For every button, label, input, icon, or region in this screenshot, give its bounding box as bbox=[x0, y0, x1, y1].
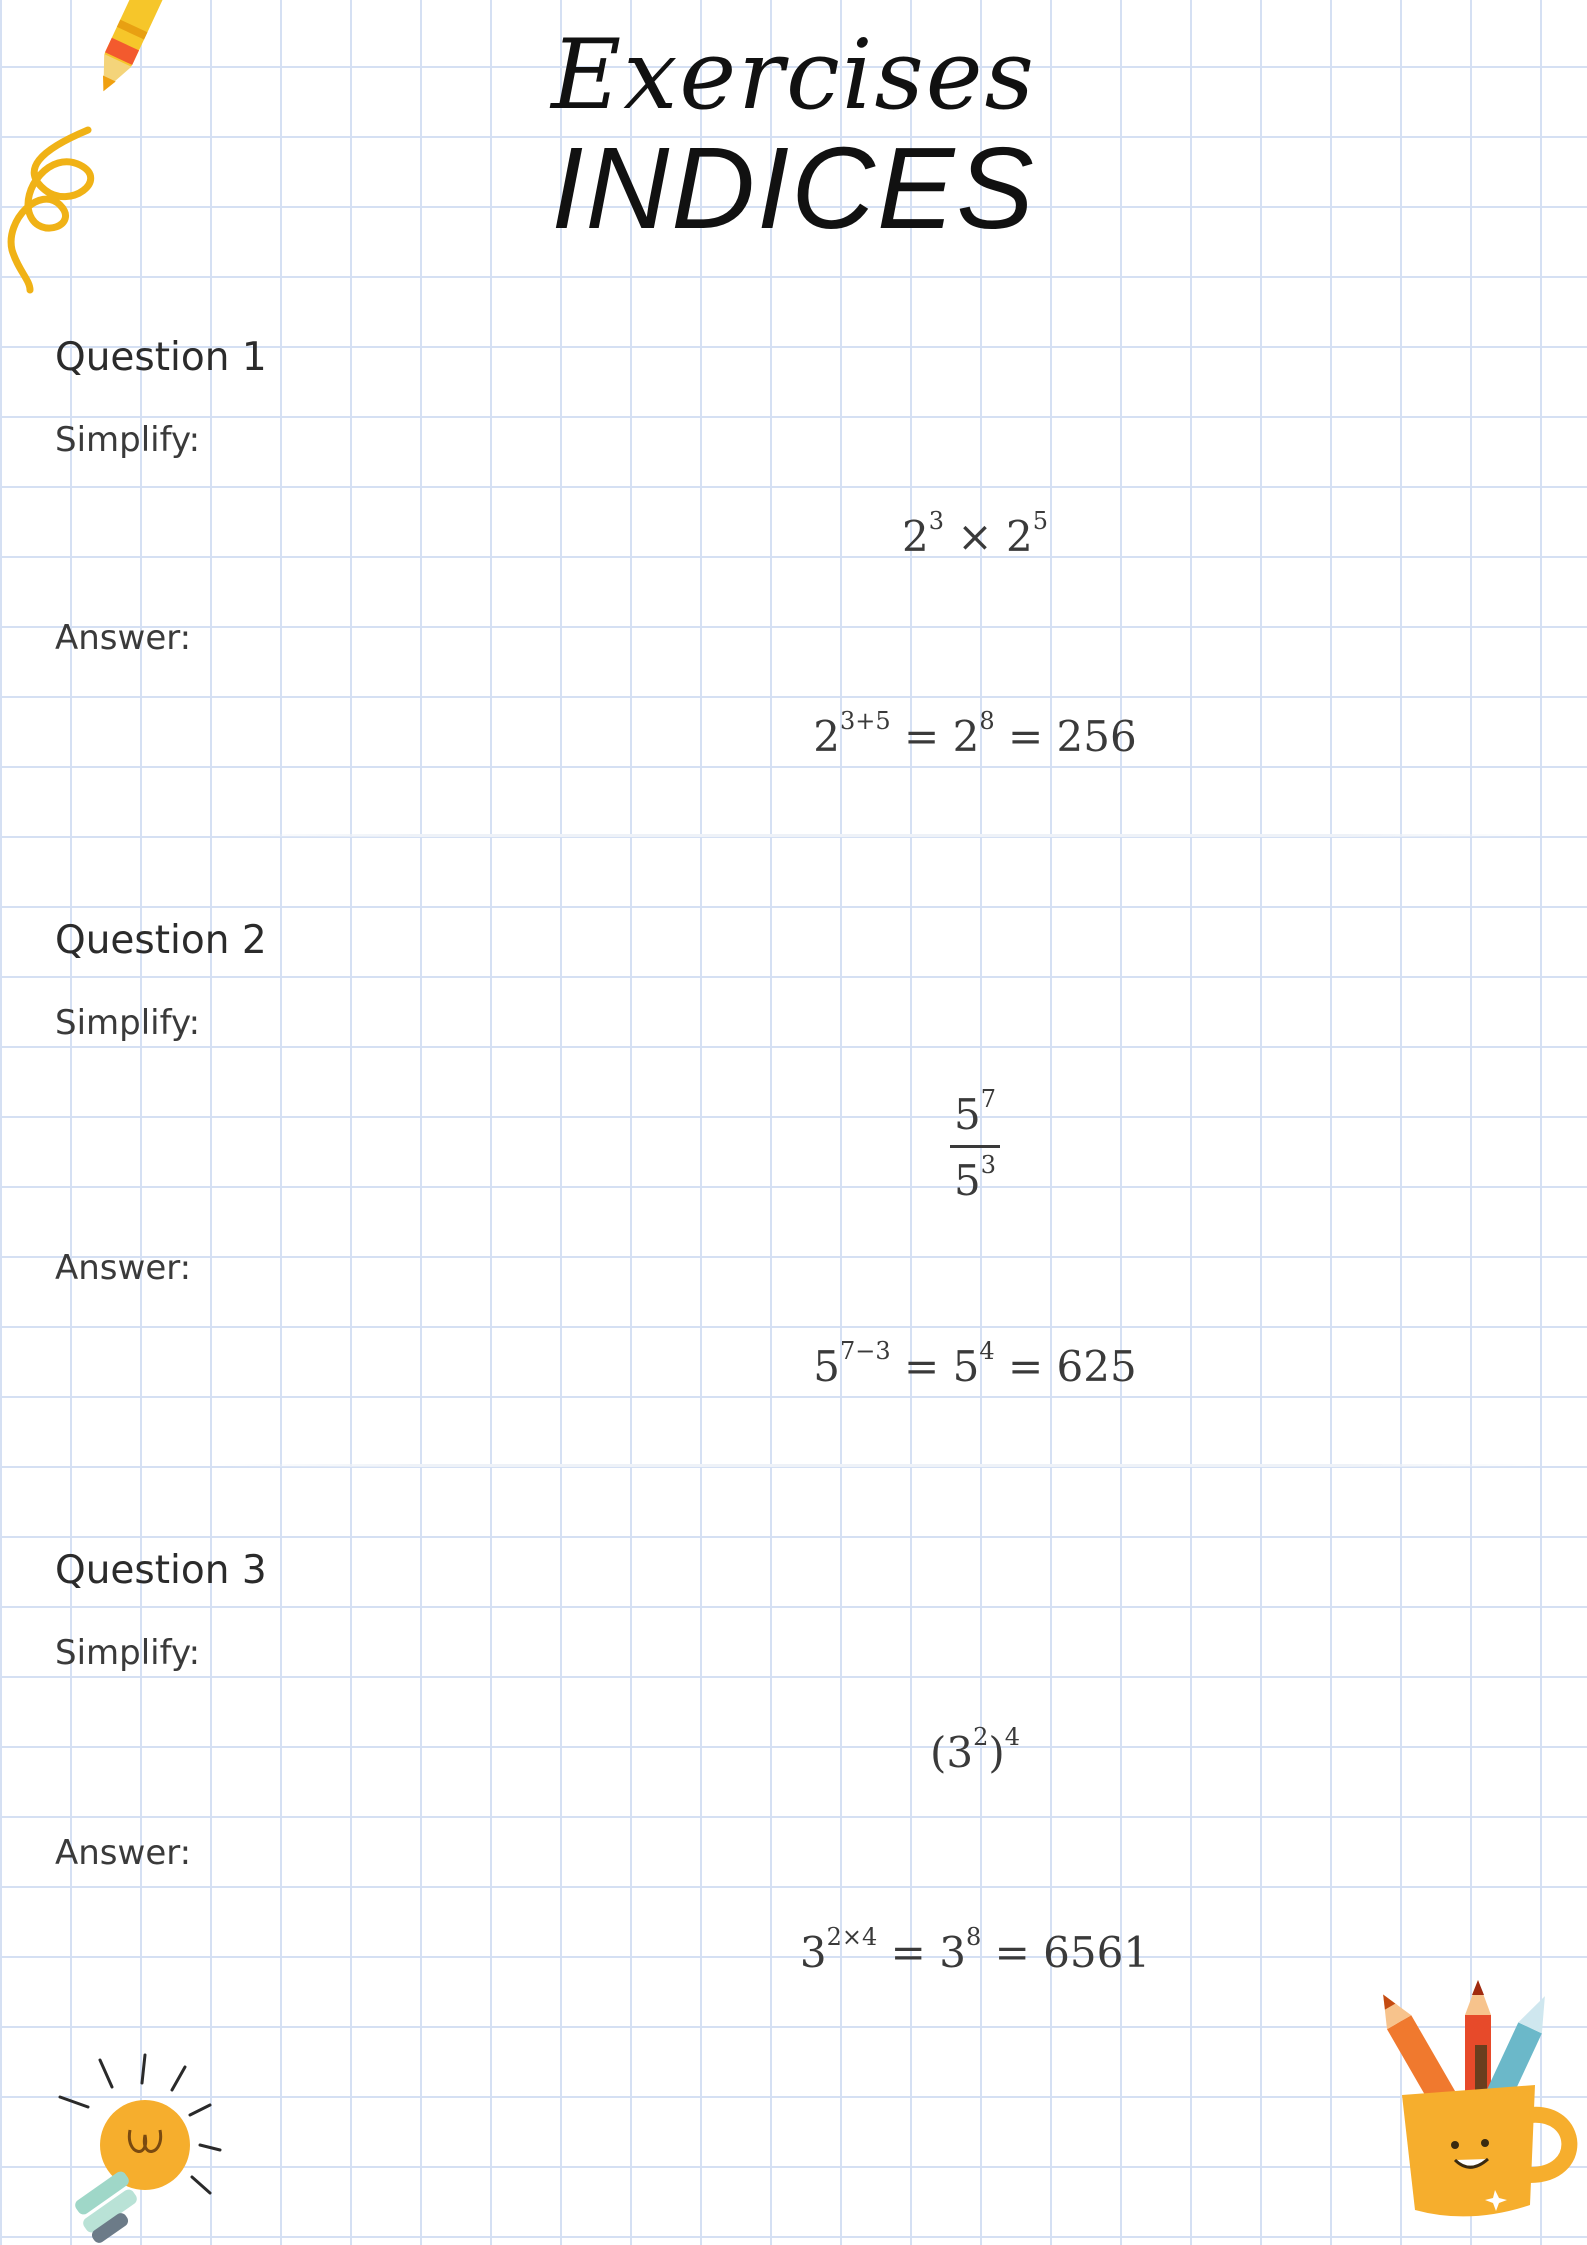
question-1-prompt: Simplify: bbox=[55, 420, 201, 460]
equals: = bbox=[994, 1928, 1030, 1977]
question-1-answer-label: Answer: bbox=[55, 618, 192, 658]
question-1-expression bbox=[0, 507, 1587, 561]
operator: × bbox=[957, 512, 993, 561]
exponent: 8 bbox=[979, 707, 995, 735]
question-3-answer bbox=[0, 1923, 1587, 1977]
question-2-prompt: Simplify: bbox=[55, 1003, 201, 1043]
base: 2 bbox=[952, 712, 980, 761]
base: 2 bbox=[902, 512, 929, 561]
denominator: $5^3$ bbox=[953, 1151, 996, 1205]
equals: = bbox=[890, 1928, 926, 1977]
crayon-icon bbox=[0, 0, 180, 300]
section-divider bbox=[220, 834, 1540, 837]
question-2-answer bbox=[0, 1337, 1587, 1391]
question-3-prompt: Simplify: bbox=[55, 1633, 201, 1673]
section-divider bbox=[220, 1464, 1540, 1467]
exponent: 2×4 bbox=[826, 1923, 878, 1951]
base: 5 bbox=[952, 1342, 980, 1391]
base: 3 bbox=[799, 1928, 827, 1977]
base: 3 bbox=[946, 1728, 974, 1777]
exponent: 5 bbox=[1032, 507, 1048, 535]
exponent: 8 bbox=[965, 1923, 982, 1951]
paren-close: ) bbox=[988, 1728, 1005, 1777]
exponent: 7−3 bbox=[840, 1337, 891, 1365]
base: 2 bbox=[813, 712, 841, 761]
fraction bbox=[950, 1085, 1000, 1205]
result: 6561 bbox=[1043, 1928, 1151, 1977]
question-1-answer bbox=[0, 707, 1587, 761]
paren-open: ( bbox=[929, 1728, 947, 1777]
equals: = bbox=[904, 712, 940, 761]
exponent: 4 bbox=[1004, 1723, 1021, 1751]
question-3-expression bbox=[0, 1723, 1587, 1777]
result: 625 bbox=[1056, 1342, 1137, 1391]
question-1-heading: Question 1 bbox=[55, 335, 267, 380]
question-3-answer-label: Answer: bbox=[55, 1833, 192, 1873]
exponent: 2 bbox=[973, 1723, 989, 1751]
exponent: 4 bbox=[979, 1337, 995, 1365]
question-2-answer-label: Answer: bbox=[55, 1248, 192, 1288]
question-2-heading: Question 2 bbox=[55, 918, 267, 963]
exponent: 3+5 bbox=[840, 707, 891, 735]
title-script: Exercises bbox=[551, 19, 1036, 131]
fraction-bar bbox=[950, 1145, 1000, 1148]
exponent: 3 bbox=[928, 507, 945, 535]
equals: = bbox=[904, 1342, 940, 1391]
question-3-heading: Question 3 bbox=[55, 1548, 267, 1593]
numerator: $5^7$ bbox=[953, 1085, 996, 1139]
lightbulb-icon bbox=[50, 2045, 240, 2245]
equals: = bbox=[1007, 712, 1044, 761]
base: 5 bbox=[813, 1342, 841, 1391]
question-2-expression bbox=[0, 1085, 1587, 1205]
base: 2 bbox=[1005, 512, 1033, 561]
page-title: INDICES bbox=[551, 123, 1036, 253]
pencil-cup-icon bbox=[1380, 1975, 1580, 2235]
base: 3 bbox=[939, 1928, 966, 1977]
equals: = bbox=[1007, 1342, 1044, 1391]
result: 256 bbox=[1056, 712, 1137, 761]
